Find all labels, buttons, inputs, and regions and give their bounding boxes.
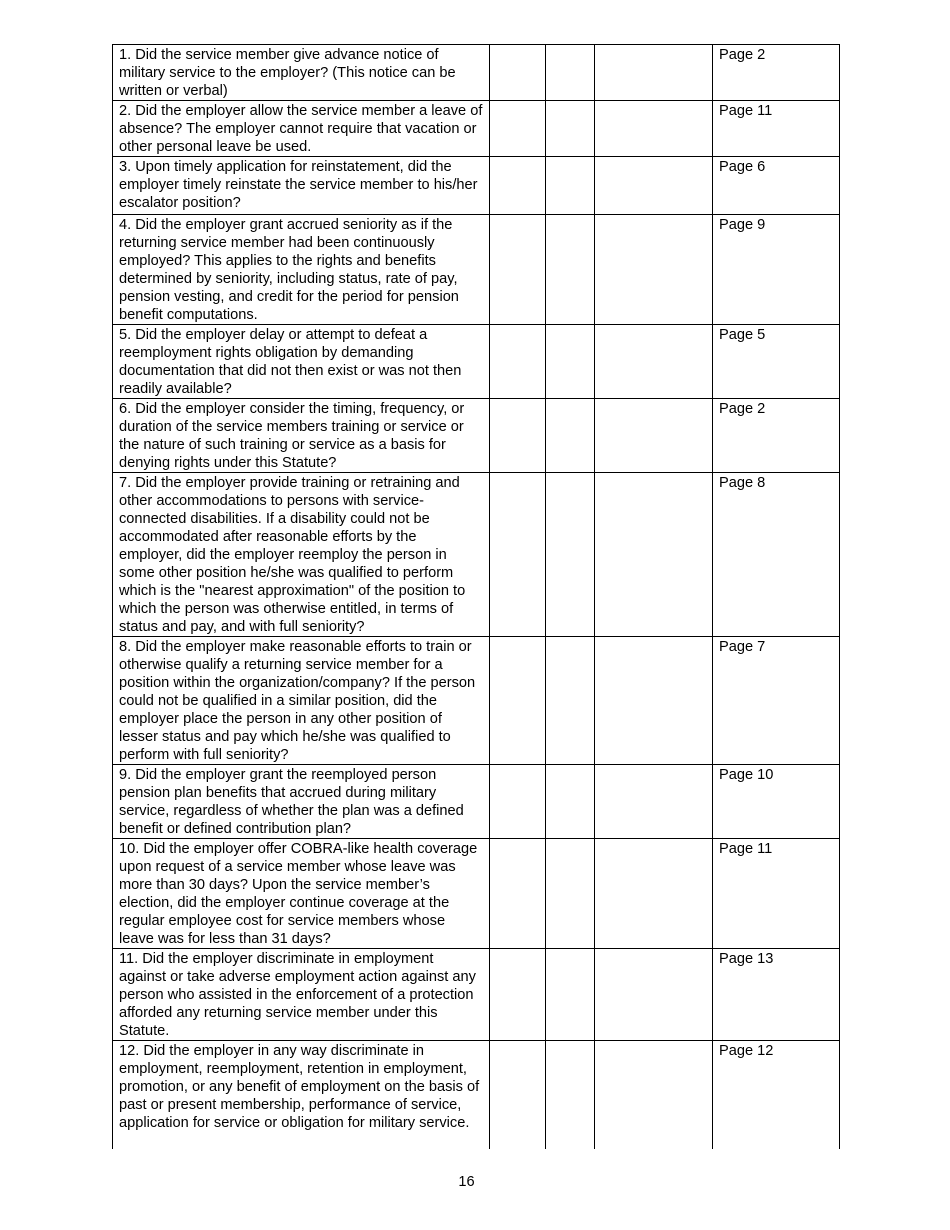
table-row <box>113 399 840 473</box>
blank-cell <box>490 765 546 839</box>
blank-cell <box>546 949 595 1041</box>
blank-cell <box>595 473 713 637</box>
blank-cell <box>490 325 546 399</box>
blank-cell <box>546 157 595 215</box>
page-ref-cell: Page 2 <box>713 45 840 101</box>
blank-cell <box>546 325 595 399</box>
page-ref-cell: Page 13 <box>713 949 840 1041</box>
page-ref-cell: Page 12 <box>713 1041 840 1149</box>
table-row <box>113 949 840 1041</box>
page-ref-cell: Page 2 <box>713 399 840 473</box>
question-cell: 1. Did the service member give advance notice of military service to the employer? (This notice can be written or verbal) <box>113 45 490 101</box>
question-cell: 5. Did the employer delay or attempt to defeat a reemployment rights obligation by demanding documentation that did not then exist or was not then readily available? <box>113 325 490 399</box>
table-row <box>113 157 840 215</box>
table-row <box>113 637 840 765</box>
blank-cell <box>546 473 595 637</box>
blank-cell <box>595 157 713 215</box>
page-ref-cell: Page 11 <box>713 101 840 157</box>
blank-cell <box>546 101 595 157</box>
blank-cell <box>490 45 546 101</box>
checklist-table <box>112 44 840 1149</box>
table-row <box>113 765 840 839</box>
blank-cell <box>546 399 595 473</box>
blank-cell <box>595 637 713 765</box>
question-cell: 3. Upon timely application for reinstatement, did the employer timely reinstate the service member to his/her escalator position? <box>113 157 490 215</box>
blank-cell <box>490 157 546 215</box>
page-ref-cell: Page 6 <box>713 157 840 215</box>
blank-cell <box>595 1041 713 1149</box>
blank-cell <box>490 949 546 1041</box>
page-number: 16 <box>458 1174 475 1190</box>
blank-cell <box>490 473 546 637</box>
blank-cell <box>595 45 713 101</box>
blank-cell <box>546 45 595 101</box>
table-row <box>113 839 840 949</box>
blank-cell <box>490 839 546 949</box>
page-ref-cell: Page 9 <box>713 215 840 325</box>
blank-cell <box>595 399 713 473</box>
blank-cell <box>546 839 595 949</box>
blank-cell <box>490 1041 546 1149</box>
page-ref-cell: Page 5 <box>713 325 840 399</box>
blank-cell <box>490 637 546 765</box>
question-cell: 7. Did the employer provide training or retraining and other accommodations to persons with service-connected disabilities. If a disability could not be accommodated after reasonable efforts by the employer, did the employer reemploy the person in some other position he/she was qualified to perform which is the "nearest approximation" of the position to which the person was otherwise entitled, in terms of status and pay, and with full seniority? <box>113 473 490 637</box>
table-row <box>113 45 840 101</box>
question-cell: 2. Did the employer allow the service member a leave of absence? The employer cannot require that vacation or other personal leave be used. <box>113 101 490 157</box>
blank-cell <box>595 215 713 325</box>
question-cell: 6. Did the employer consider the timing, frequency, or duration of the service members training or service or the nature of such training or service as a basis for denying rights under this Statute? <box>113 399 490 473</box>
question-cell: 4. Did the employer grant accrued seniority as if the returning service member had been continuously employed? This applies to the rights and benefits determined by seniority, including status, rate of pay, pension vesting, and credit for the period for pension benefit computations. <box>113 215 490 325</box>
blank-cell <box>546 215 595 325</box>
table-row <box>113 101 840 157</box>
blank-cell <box>595 325 713 399</box>
page-ref-cell: Page 10 <box>713 765 840 839</box>
table-row <box>113 215 840 325</box>
blank-cell <box>490 101 546 157</box>
page-ref-cell: Page 11 <box>713 839 840 949</box>
question-cell: 9. Did the employer grant the reemployed person pension plan benefits that accrued during military service, regardless of whether the plan was a defined benefit or defined contribution plan? <box>113 765 490 839</box>
blank-cell <box>595 839 713 949</box>
blank-cell <box>546 637 595 765</box>
question-cell: 8. Did the employer make reasonable efforts to train or otherwise qualify a returning service member for a position within the organization/company? If the person could not be qualified in a similar position, did the employer place the person in any other position of lesser status and pay which he/she was qualified to perform with full seniority? <box>113 637 490 765</box>
page-ref-cell: Page 7 <box>713 637 840 765</box>
question-cell: 12. Did the employer in any way discriminate in employment, reemployment, retention in employment, promotion, or any benefit of employment on the basis of past or present membership, performance of service, application for service or obligation for military service. <box>113 1041 490 1149</box>
blank-cell <box>490 215 546 325</box>
blank-cell <box>546 1041 595 1149</box>
question-cell: 10. Did the employer offer COBRA-like health coverage upon request of a service member whose leave was more than 30 days? Upon the service member’s election, did the employer continue coverage at the regular employee cost for service members whose leave was for less than 31 days? <box>113 839 490 949</box>
blank-cell <box>595 101 713 157</box>
table-row <box>113 473 840 637</box>
question-cell: 11. Did the employer discriminate in employment against or take adverse employment action against any person who assisted in the enforcement of a protection afforded any returning service member under this Statute. <box>113 949 490 1041</box>
table-row <box>113 1041 840 1149</box>
blank-cell <box>595 949 713 1041</box>
blank-cell <box>546 765 595 839</box>
table-row <box>113 325 840 399</box>
blank-cell <box>595 765 713 839</box>
page-ref-cell: Page 8 <box>713 473 840 637</box>
blank-cell <box>490 399 546 473</box>
